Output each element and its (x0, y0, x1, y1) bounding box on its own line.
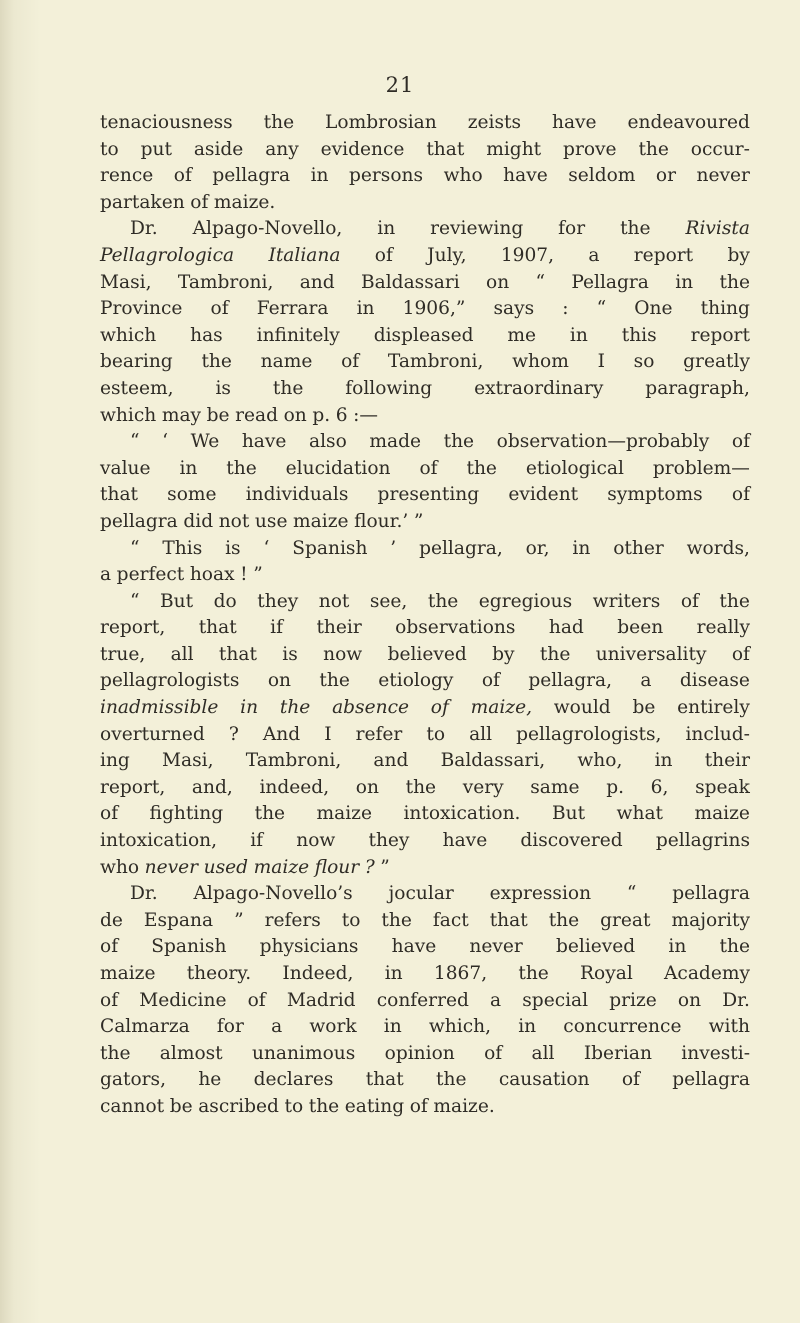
text-line: de Espana ” refers to the fact that the great majority (100, 909, 750, 931)
text-line: report, and, indeed, on the very same p. 6, speak (100, 776, 750, 798)
text-line: of Medicine of Madrid conferred a special prize on Dr. (100, 989, 750, 1011)
text-line: value in the elucidation of the etiological problem— (100, 457, 750, 479)
text-line: pellagra did not use maize flour.’ ” (100, 510, 424, 532)
text-line: Dr. Alpago-Novello’s jocular expression “ pellagra (130, 883, 750, 905)
text-line: inadmissible in the absence of maize, would be entirely (100, 697, 750, 719)
text-line: Province of Ferrara in 1906,” says : “ One thing (100, 298, 750, 320)
text-line: that some individuals presenting evident symptoms of (100, 484, 750, 506)
text-line: bearing the name of Tambroni, whom I so greatly (100, 351, 750, 373)
text-line: of fighting the maize intoxication. But what maize (100, 803, 750, 825)
text-line: true, all that is now believed by the universality of (100, 643, 750, 665)
text-line: to put aside any evidence that might prove the occur- (100, 138, 750, 160)
text-line: overturned ? And I refer to all pellagrologists, includ- (100, 723, 750, 745)
text-line: pellagrologists on the etiology of pellagra, a disease (100, 670, 750, 692)
text-line: a perfect hoax ! ” (100, 564, 263, 586)
text-line: Pellagrologica Italiana of July, 1907, a report by (100, 244, 750, 266)
text-line: report, that if their observations had been really (100, 617, 750, 639)
text-line: partaken of maize. (100, 191, 276, 213)
text-line: who never used maize flour ? ” (100, 856, 390, 878)
text-line: gators, he declares that the causation of pellagra (100, 1069, 750, 1091)
text-line: maize theory. Indeed, in 1867, the Royal Academy (100, 963, 750, 984)
body-text (100, 110, 750, 1121)
text-line: intoxication, if now they have discovered pellagrins (100, 830, 750, 852)
page-number: 21 (385, 73, 415, 97)
text-line: the almost unanimous opinion of all Iberian investi- (100, 1042, 750, 1064)
text-line: esteem, is the following extraordinary paragraph, (100, 377, 750, 399)
text-line: tenaciousness the Lombrosian zeists have endeavoured (100, 112, 750, 133)
text-line: ing Masi, Tambroni, and Baldassari, who, in their (100, 750, 750, 772)
text-line: Calmarza for a work in which, in concurrence with (100, 1016, 750, 1038)
text-line: “ But do they not see, the egregious writers of the (130, 590, 750, 612)
text-line: rence of pellagra in persons who have seldom or never (100, 165, 750, 187)
text-line: “ This is ‘ Spanish ’ pellagra, or, in other words, (130, 537, 750, 559)
text-line: Masi, Tambroni, and Baldassari on “ Pellagra in the (100, 271, 750, 293)
text-line: of Spanish physicians have never believed in the (100, 936, 750, 958)
text-line: which may be read on p. 6 :— (100, 404, 379, 426)
text-line: Dr. Alpago-Novello, in reviewing for the Rivista (130, 218, 750, 240)
text-line: cannot be ascribed to the eating of maize. (100, 1095, 495, 1117)
text-line: which has infinitely displeased me in this report (100, 324, 750, 346)
text-line: “ ‘ We have also made the observation—probably of (130, 431, 750, 453)
